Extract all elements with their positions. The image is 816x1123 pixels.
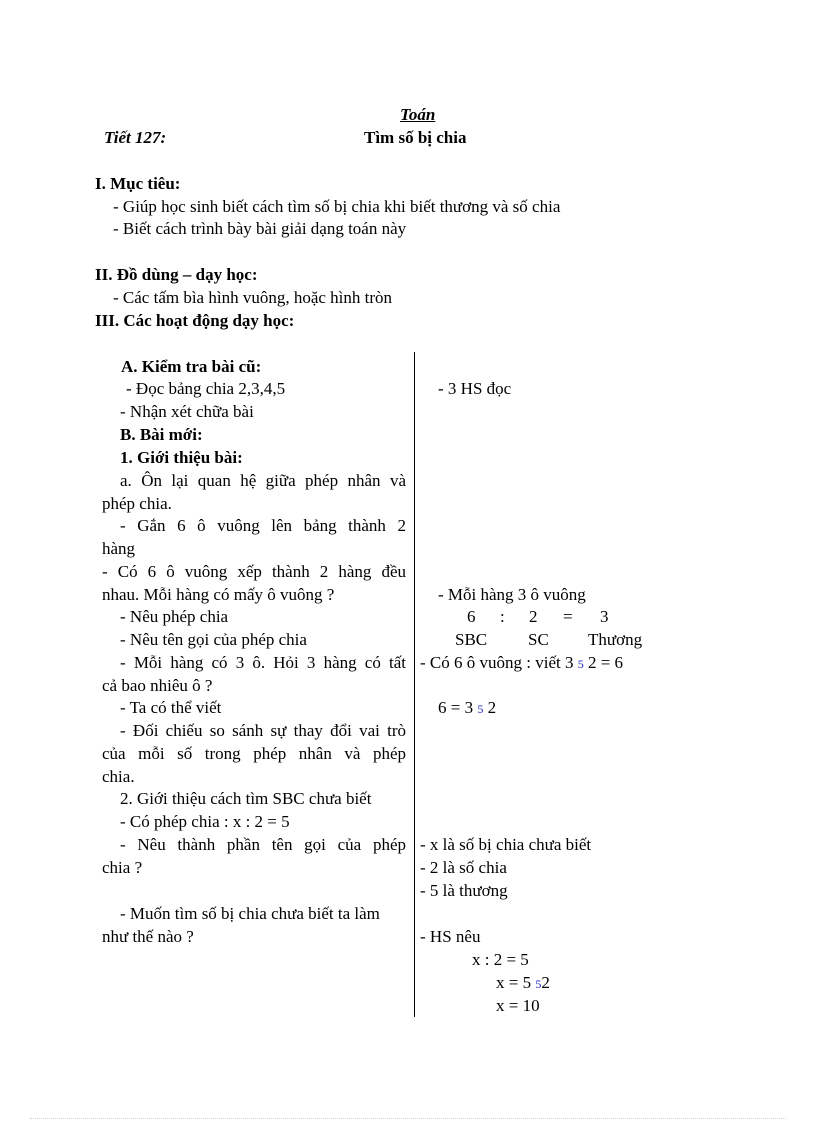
equation-operator: = <box>563 607 573 626</box>
left-para-line: - Mỗi hàng có 3 ô. Hỏi 3 hàng có tất <box>120 653 406 672</box>
intro-heading: 1. Giới thiệu bài: <box>120 448 243 467</box>
left-para-line: - Nêu thành phần tên gọi của phép <box>120 835 406 854</box>
part-b-heading: B. Bài mới: <box>120 425 203 444</box>
left-para-line: của mỗi số trong phép nhân và phép <box>102 744 406 763</box>
right-line: - HS nêu <box>420 927 481 946</box>
right-line: - Mỗi hàng 3 ô vuông <box>438 585 586 604</box>
right-line: - 5 là thương <box>420 881 508 900</box>
solution-line: x = 10 <box>496 996 540 1015</box>
term-name: SC <box>528 630 549 649</box>
left-line: - Đọc bảng chia 2,3,4,5 <box>126 379 286 398</box>
multiply-sign: 5 <box>577 657 584 671</box>
multiply-sign: 5 <box>535 977 542 991</box>
section1-heading: I. Mục tiêu: <box>95 174 181 193</box>
lesson-number: Tiết 127: <box>104 128 167 147</box>
left-para-line: - Gắn 6 ô vuông lên bảng thành 2 <box>120 516 406 535</box>
objective-item: - Biết cách trình bày bài giải dạng toán này <box>113 219 407 238</box>
left-para-line: - Muốn tìm số bị chia chưa biết ta làm <box>120 904 380 923</box>
multiply-sign: 5 <box>477 702 484 716</box>
text-span: 2 = 6 <box>583 653 624 672</box>
objective-item: - Giúp học sinh biết cách tìm số bị chia khi biết thương và số chia <box>113 197 561 216</box>
left-line: - Nêu tên gọi của phép chia <box>120 630 307 649</box>
left-para-line: chia ? <box>102 858 143 877</box>
right-line: - x là số bị chia chưa biết <box>420 835 592 854</box>
left-para-line: phép chia. <box>102 494 172 513</box>
left-line: - Nhận xét chữa bài <box>120 402 254 421</box>
right-line <box>420 652 623 675</box>
solution-line: x : 2 = 5 <box>472 950 529 969</box>
page-bottom-border <box>30 1118 786 1119</box>
section2-heading: II. Đồ dùng – dạy học: <box>95 265 258 284</box>
left-para-line: như thế nào ? <box>102 927 194 946</box>
text-span: 2 <box>541 973 550 992</box>
column-divider <box>414 352 415 1017</box>
term-name: Thương <box>588 630 643 649</box>
equation-term: 6 <box>467 607 476 626</box>
term-name: SBC <box>455 630 488 649</box>
solution-line <box>496 972 550 995</box>
left-para-line: nhau. Mỗi hàng có mấy ô vuông ? <box>102 585 335 604</box>
left-para-line: cả bao nhiêu ô ? <box>102 676 213 695</box>
left-line: - Nêu phép chia <box>120 607 229 626</box>
left-line: - Ta có thể viết <box>120 698 222 717</box>
left-line: - Có phép chia : x : 2 = 5 <box>120 812 290 831</box>
left-para-line: hàng <box>102 539 136 558</box>
left-para-line: - Có 6 ô vuông xếp thành 2 hàng đều <box>102 562 406 581</box>
text-span: - Có 6 ô vuông : viết 3 <box>420 653 578 672</box>
equation-operator: : <box>500 607 505 626</box>
subject-title: Toán <box>400 105 436 124</box>
part-a-heading: A. Kiểm tra bài cũ: <box>121 357 262 376</box>
section2-subheading: 2. Giới thiệu cách tìm SBC chưa biết <box>120 789 372 808</box>
right-line: - 3 HS đọc <box>438 379 512 398</box>
section3-heading: III. Các hoạt động dạy học: <box>95 311 295 330</box>
left-para-line: chia. <box>102 767 135 786</box>
text-span: 2 <box>483 698 497 717</box>
text-span: 6 = 3 <box>438 698 478 717</box>
equation-term: 2 <box>529 607 538 626</box>
text-span: x = 5 <box>496 973 536 992</box>
equation-term: 3 <box>600 607 609 626</box>
lesson-title: Tìm số bị chia <box>364 128 467 147</box>
left-para-line: - Đối chiếu so sánh sự thay đổi vai trò <box>120 721 406 740</box>
right-line <box>438 697 496 720</box>
materials-item: - Các tấm bìa hình vuông, hoặc hình tròn <box>113 288 393 307</box>
left-para-line: a. Ôn lại quan hệ giữa phép nhân và <box>120 471 406 490</box>
right-line: - 2 là số chia <box>420 858 507 877</box>
